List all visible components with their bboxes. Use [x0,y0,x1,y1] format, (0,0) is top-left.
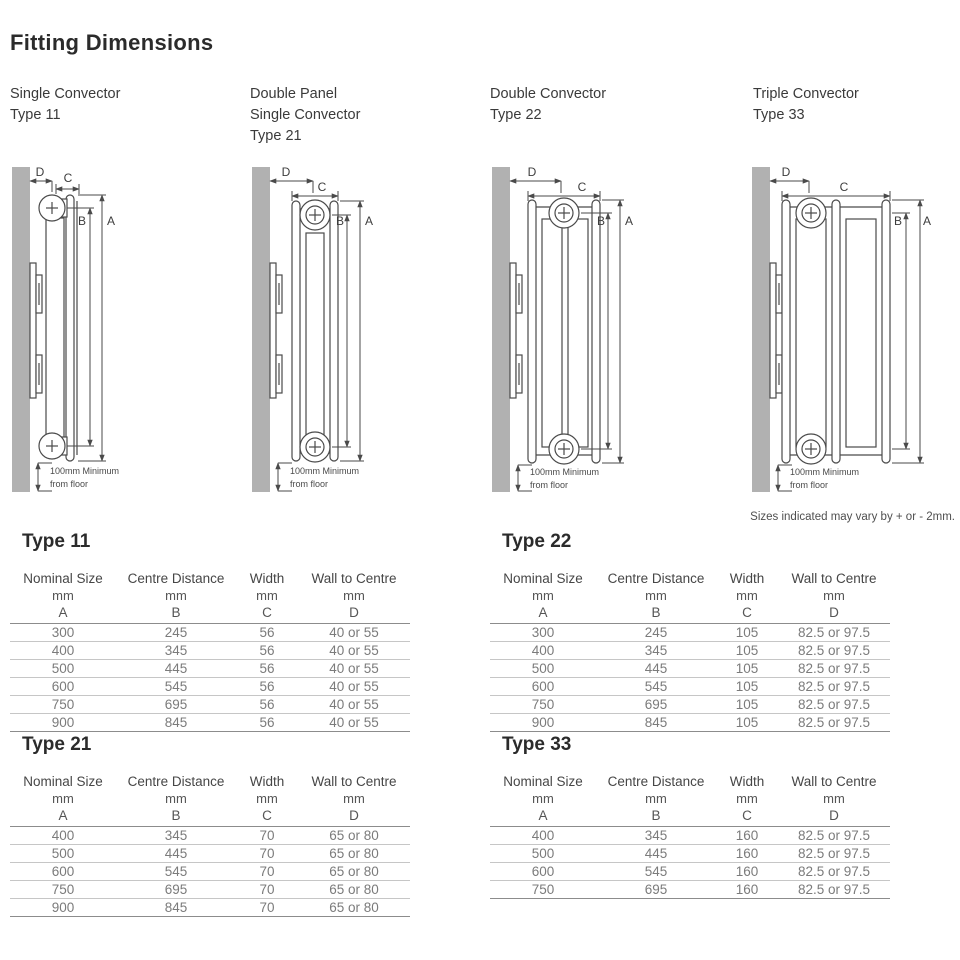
dimensions-table-type22 [490,568,890,732]
column-header-label: Nominal Size [503,774,583,789]
panel [832,200,840,463]
column-header-letter: A [58,808,68,823]
table-cell: 70 [259,828,275,843]
table-row [10,642,410,660]
dimension-d [30,165,52,192]
column-header-c [716,773,778,824]
wall [492,167,510,492]
table-row [490,827,890,845]
table-cell: 82.5 or 97.5 [797,661,871,676]
dimension-a [340,201,373,461]
dimension-d [510,165,561,193]
table-cell: 56 [259,697,275,712]
radiator-body [292,200,338,462]
table-cell: 70 [259,882,275,897]
table-cell: 600 [531,679,555,694]
table-row [490,714,890,731]
table-cell: 160 [735,846,759,861]
table-cell: 160 [735,882,759,897]
panel [292,201,300,461]
table-cell: 82.5 or 97.5 [797,643,871,658]
column-header-letter: A [58,605,68,620]
table-cell: 65 or 80 [329,882,379,897]
column-header-unit: mm [52,791,74,806]
table-cell: 82.5 or 97.5 [797,679,871,694]
floor-note-line: from floor [50,479,89,489]
label-b: B [77,214,87,228]
table-row [10,881,410,899]
table-cell: 400 [51,828,75,843]
table-header [490,568,890,624]
valve-bottom [549,434,579,464]
table-cell: 65 or 80 [329,864,379,879]
column-header-letter: D [349,808,359,823]
table-row [10,863,410,881]
column-header-label: Wall to Centre [311,774,397,789]
label-c: C [839,180,849,194]
floor-note-line: from floor [530,480,569,490]
tolerance-note: Sizes indicated may vary by + or - 2mm. [750,511,955,523]
table-cell: 105 [735,679,759,694]
table-cell: 445 [644,661,668,676]
label-a: A [106,214,116,228]
table-cell: 500 [531,846,555,861]
table-cell: 105 [735,643,759,658]
floor-note-line: 100mm Minimum [50,466,120,476]
column-header-unit: mm [256,791,278,806]
column-header-c [236,570,298,621]
floor-clearance [38,463,119,491]
floor-note-line: 100mm Minimum [530,467,600,477]
table-cell: 695 [164,882,188,897]
column-header-b [116,570,236,621]
wall-bracket [510,263,522,398]
column-header-d [778,570,890,621]
column-header-unit: mm [165,588,187,603]
column-header-d [778,773,890,824]
table-cell: 82.5 or 97.5 [797,828,871,843]
column-header-label: Nominal Size [503,571,583,586]
column-header-b [116,773,236,824]
column-header-letter: A [538,605,548,620]
table-row [490,624,890,642]
table-header [10,771,410,827]
label-a: A [364,214,374,228]
column-header-b [596,773,716,824]
wall-bracket [270,263,282,398]
table-cell: 445 [164,846,188,861]
table-cell: 500 [51,661,75,676]
section-header-line: Type 11 [10,107,61,123]
column-header-letter: B [171,808,181,823]
convector-fin [542,219,562,447]
table-cell: 105 [735,697,759,712]
floor-clearance [278,463,359,491]
dimensions-table-type11 [10,568,410,732]
table-row [10,678,410,696]
column-header-letter: B [171,605,181,620]
table-header [10,568,410,624]
column-header-c [236,773,298,824]
table-body [10,624,410,732]
table-cell: 750 [531,882,555,897]
convector-fin [796,219,826,447]
dimension-c [292,180,338,201]
wall-bracket [30,263,42,398]
wall-bracket [770,263,782,398]
column-header-unit: mm [256,588,278,603]
table-row [10,827,410,845]
column-header-unit: mm [52,588,74,603]
panel [882,200,890,463]
panel [782,200,790,463]
table-cell: 445 [164,661,188,676]
dimension-c [782,180,890,201]
dimension-d [770,165,809,193]
table-cell: 160 [735,864,759,879]
column-header-unit: mm [736,791,758,806]
table-cell: 500 [51,846,75,861]
column-header-label: Wall to Centre [791,774,877,789]
column-header-letter: B [651,605,661,620]
page-title: Fitting Dimensions [10,30,214,55]
diagram-type22 [488,163,673,498]
column-header-d [298,570,410,621]
section-header-line: Type 22 [490,107,542,123]
table-cell: 82.5 or 97.5 [797,864,871,879]
diagram-type21 [248,163,433,498]
valve-bottom [300,432,330,462]
table-cell: 56 [259,661,275,676]
dimensions-table-type33 [490,771,890,899]
column-header-unit: mm [645,588,667,603]
table-cell: 105 [735,625,759,640]
valve-top [39,195,65,221]
column-header-a [10,570,116,621]
table-cell: 40 or 55 [329,625,379,640]
table-cell: 845 [644,715,668,730]
valve-bottom [39,433,65,459]
convector-fin [306,233,324,438]
table-cell: 82.5 or 97.5 [797,625,871,640]
section-header-type33 [753,84,859,126]
convector-fin [46,218,64,443]
label-a: A [922,214,932,228]
table-cell: 65 or 80 [329,846,379,861]
column-header-unit: mm [823,791,845,806]
table-cell: 845 [164,715,188,730]
column-header-unit: mm [343,791,365,806]
wall [12,167,30,492]
wall [752,167,770,492]
valve-top [796,198,826,228]
section-header-type11 [10,84,120,126]
table-title-type22: Type 22 [502,531,572,552]
label-b: B [596,214,606,228]
column-header-b [596,570,716,621]
column-header-letter: D [829,605,839,620]
table-cell: 695 [644,882,668,897]
table-cell: 545 [164,679,188,694]
valve-top [549,198,579,228]
panel [592,200,600,463]
dimension-d [270,165,313,193]
floor-note-line: 100mm Minimum [290,466,360,476]
table-body [10,827,410,917]
table-cell: 40 or 55 [329,715,379,730]
section-header-line: Single Convector [10,86,121,102]
panel [66,195,74,461]
column-header-letter: C [262,808,272,823]
table-cell: 345 [164,828,188,843]
valve-top [300,200,330,230]
panel [528,200,536,463]
radiator-body [39,195,77,461]
table-cell: 845 [164,900,188,915]
wall [252,167,270,492]
column-header-letter: D [829,808,839,823]
label-c: C [317,180,327,194]
column-header-c [716,570,778,621]
table-title-type33: Type 33 [502,734,572,755]
section-header-line: Triple Convector [753,86,859,102]
table-row [490,863,890,881]
column-header-label: Centre Distance [127,571,225,586]
column-header-a [490,570,596,621]
table-row [490,678,890,696]
label-b: B [335,214,345,228]
table-row [490,696,890,714]
column-header-label: Width [729,571,765,586]
floor-clearance [518,465,599,491]
panel [330,201,338,461]
convector-fin [846,219,876,447]
column-header-letter: A [538,808,548,823]
table-cell: 300 [531,625,555,640]
column-header-a [490,773,596,824]
section-header-line: Single Convector [250,107,361,123]
label-b: B [893,214,903,228]
dimension-c [56,171,79,194]
table-cell: 56 [259,679,275,694]
table-cell: 105 [735,661,759,676]
section-header-type22 [490,84,606,126]
column-header-a [10,773,116,824]
table-row [10,899,410,916]
floor-note-line: from floor [290,479,329,489]
floor-clearance [778,465,859,491]
table-cell: 900 [51,715,75,730]
table-row [10,714,410,731]
label-c: C [63,171,73,185]
table-row [10,624,410,642]
table-cell: 500 [531,661,555,676]
section-header-line: Double Convector [490,86,607,102]
column-header-label: Centre Distance [607,571,705,586]
diagram-type11 [8,163,193,498]
table-cell: 56 [259,625,275,640]
table-cell: 56 [259,715,275,730]
table-cell: 400 [531,643,555,658]
table-row [10,660,410,678]
section-header-line: Type 21 [250,128,302,144]
table-cell: 82.5 or 97.5 [797,882,871,897]
label-d: D [35,165,45,179]
radiator-body [528,198,600,464]
column-header-unit: mm [165,791,187,806]
table-cell: 345 [644,643,668,658]
table-cell: 300 [51,625,75,640]
table-cell: 82.5 or 97.5 [797,846,871,861]
table-cell: 900 [531,715,555,730]
table-cell: 695 [164,697,188,712]
column-header-label: Width [249,774,285,789]
table-row [10,696,410,714]
table-cell: 545 [644,679,668,694]
table-cell: 82.5 or 97.5 [797,715,871,730]
table-row [490,881,890,898]
table-cell: 70 [259,846,275,861]
table-cell: 345 [644,828,668,843]
section-header-line: Double Panel [250,86,338,102]
label-a: A [624,214,634,228]
table-cell: 750 [51,882,75,897]
table-cell: 40 or 55 [329,661,379,676]
column-header-letter: C [742,808,752,823]
table-row [490,660,890,678]
table-cell: 750 [51,697,75,712]
column-header-label: Nominal Size [23,571,103,586]
table-cell: 600 [531,864,555,879]
table-cell: 70 [259,900,275,915]
section-header-line: Type 33 [753,107,805,123]
dimension-a [78,195,115,461]
dimension-b [892,213,910,449]
column-header-label: Width [249,571,285,586]
table-body [490,624,890,732]
table-cell: 600 [51,864,75,879]
table-cell: 750 [531,697,555,712]
column-header-label: Centre Distance [127,774,225,789]
column-header-unit: mm [532,588,554,603]
label-d: D [281,165,291,179]
column-header-unit: mm [823,588,845,603]
label-c: C [577,180,587,194]
floor-note-line: from floor [790,480,829,490]
column-header-label: Centre Distance [607,774,705,789]
column-header-unit: mm [532,791,554,806]
label-d: D [527,165,537,179]
convector-fin [568,219,588,447]
column-header-letter: D [349,605,359,620]
table-cell: 245 [164,625,188,640]
column-header-letter: C [742,605,752,620]
column-header-unit: mm [645,791,667,806]
table-row [490,845,890,863]
column-header-label: Nominal Size [23,774,103,789]
table-title-type11: Type 11 [22,531,91,552]
table-cell: 70 [259,864,275,879]
table-cell: 600 [51,679,75,694]
table-cell: 900 [51,900,75,915]
table-cell: 40 or 55 [329,643,379,658]
table-cell: 65 or 80 [329,828,379,843]
column-header-label: Wall to Centre [311,571,397,586]
dimension-a [892,200,931,463]
label-d: D [781,165,791,179]
floor-note-line: 100mm Minimum [790,467,860,477]
table-cell: 65 or 80 [329,900,379,915]
dimensions-table-type21 [10,771,410,917]
radiator-body [782,198,890,464]
section-header-type21 [250,84,360,147]
column-header-label: Wall to Centre [791,571,877,586]
diagram-type33 [748,163,933,498]
table-title-type21: Type 21 [22,734,92,755]
table-cell: 82.5 or 97.5 [797,697,871,712]
valve-bottom [796,434,826,464]
table-header [490,771,890,827]
table-cell: 56 [259,643,275,658]
table-cell: 695 [644,697,668,712]
column-header-label: Width [729,774,765,789]
table-row [10,845,410,863]
table-cell: 40 or 55 [329,697,379,712]
table-cell: 445 [644,846,668,861]
table-cell: 345 [164,643,188,658]
table-cell: 105 [735,715,759,730]
table-cell: 160 [735,828,759,843]
table-cell: 245 [644,625,668,640]
table-cell: 400 [51,643,75,658]
table-row [490,642,890,660]
column-header-letter: B [651,808,661,823]
dimension-a [602,200,633,463]
column-header-unit: mm [736,588,758,603]
column-header-letter: C [262,605,272,620]
table-body [490,827,890,899]
column-header-unit: mm [343,588,365,603]
column-header-d [298,773,410,824]
table-cell: 545 [164,864,188,879]
table-cell: 400 [531,828,555,843]
table-cell: 545 [644,864,668,879]
table-cell: 40 or 55 [329,679,379,694]
